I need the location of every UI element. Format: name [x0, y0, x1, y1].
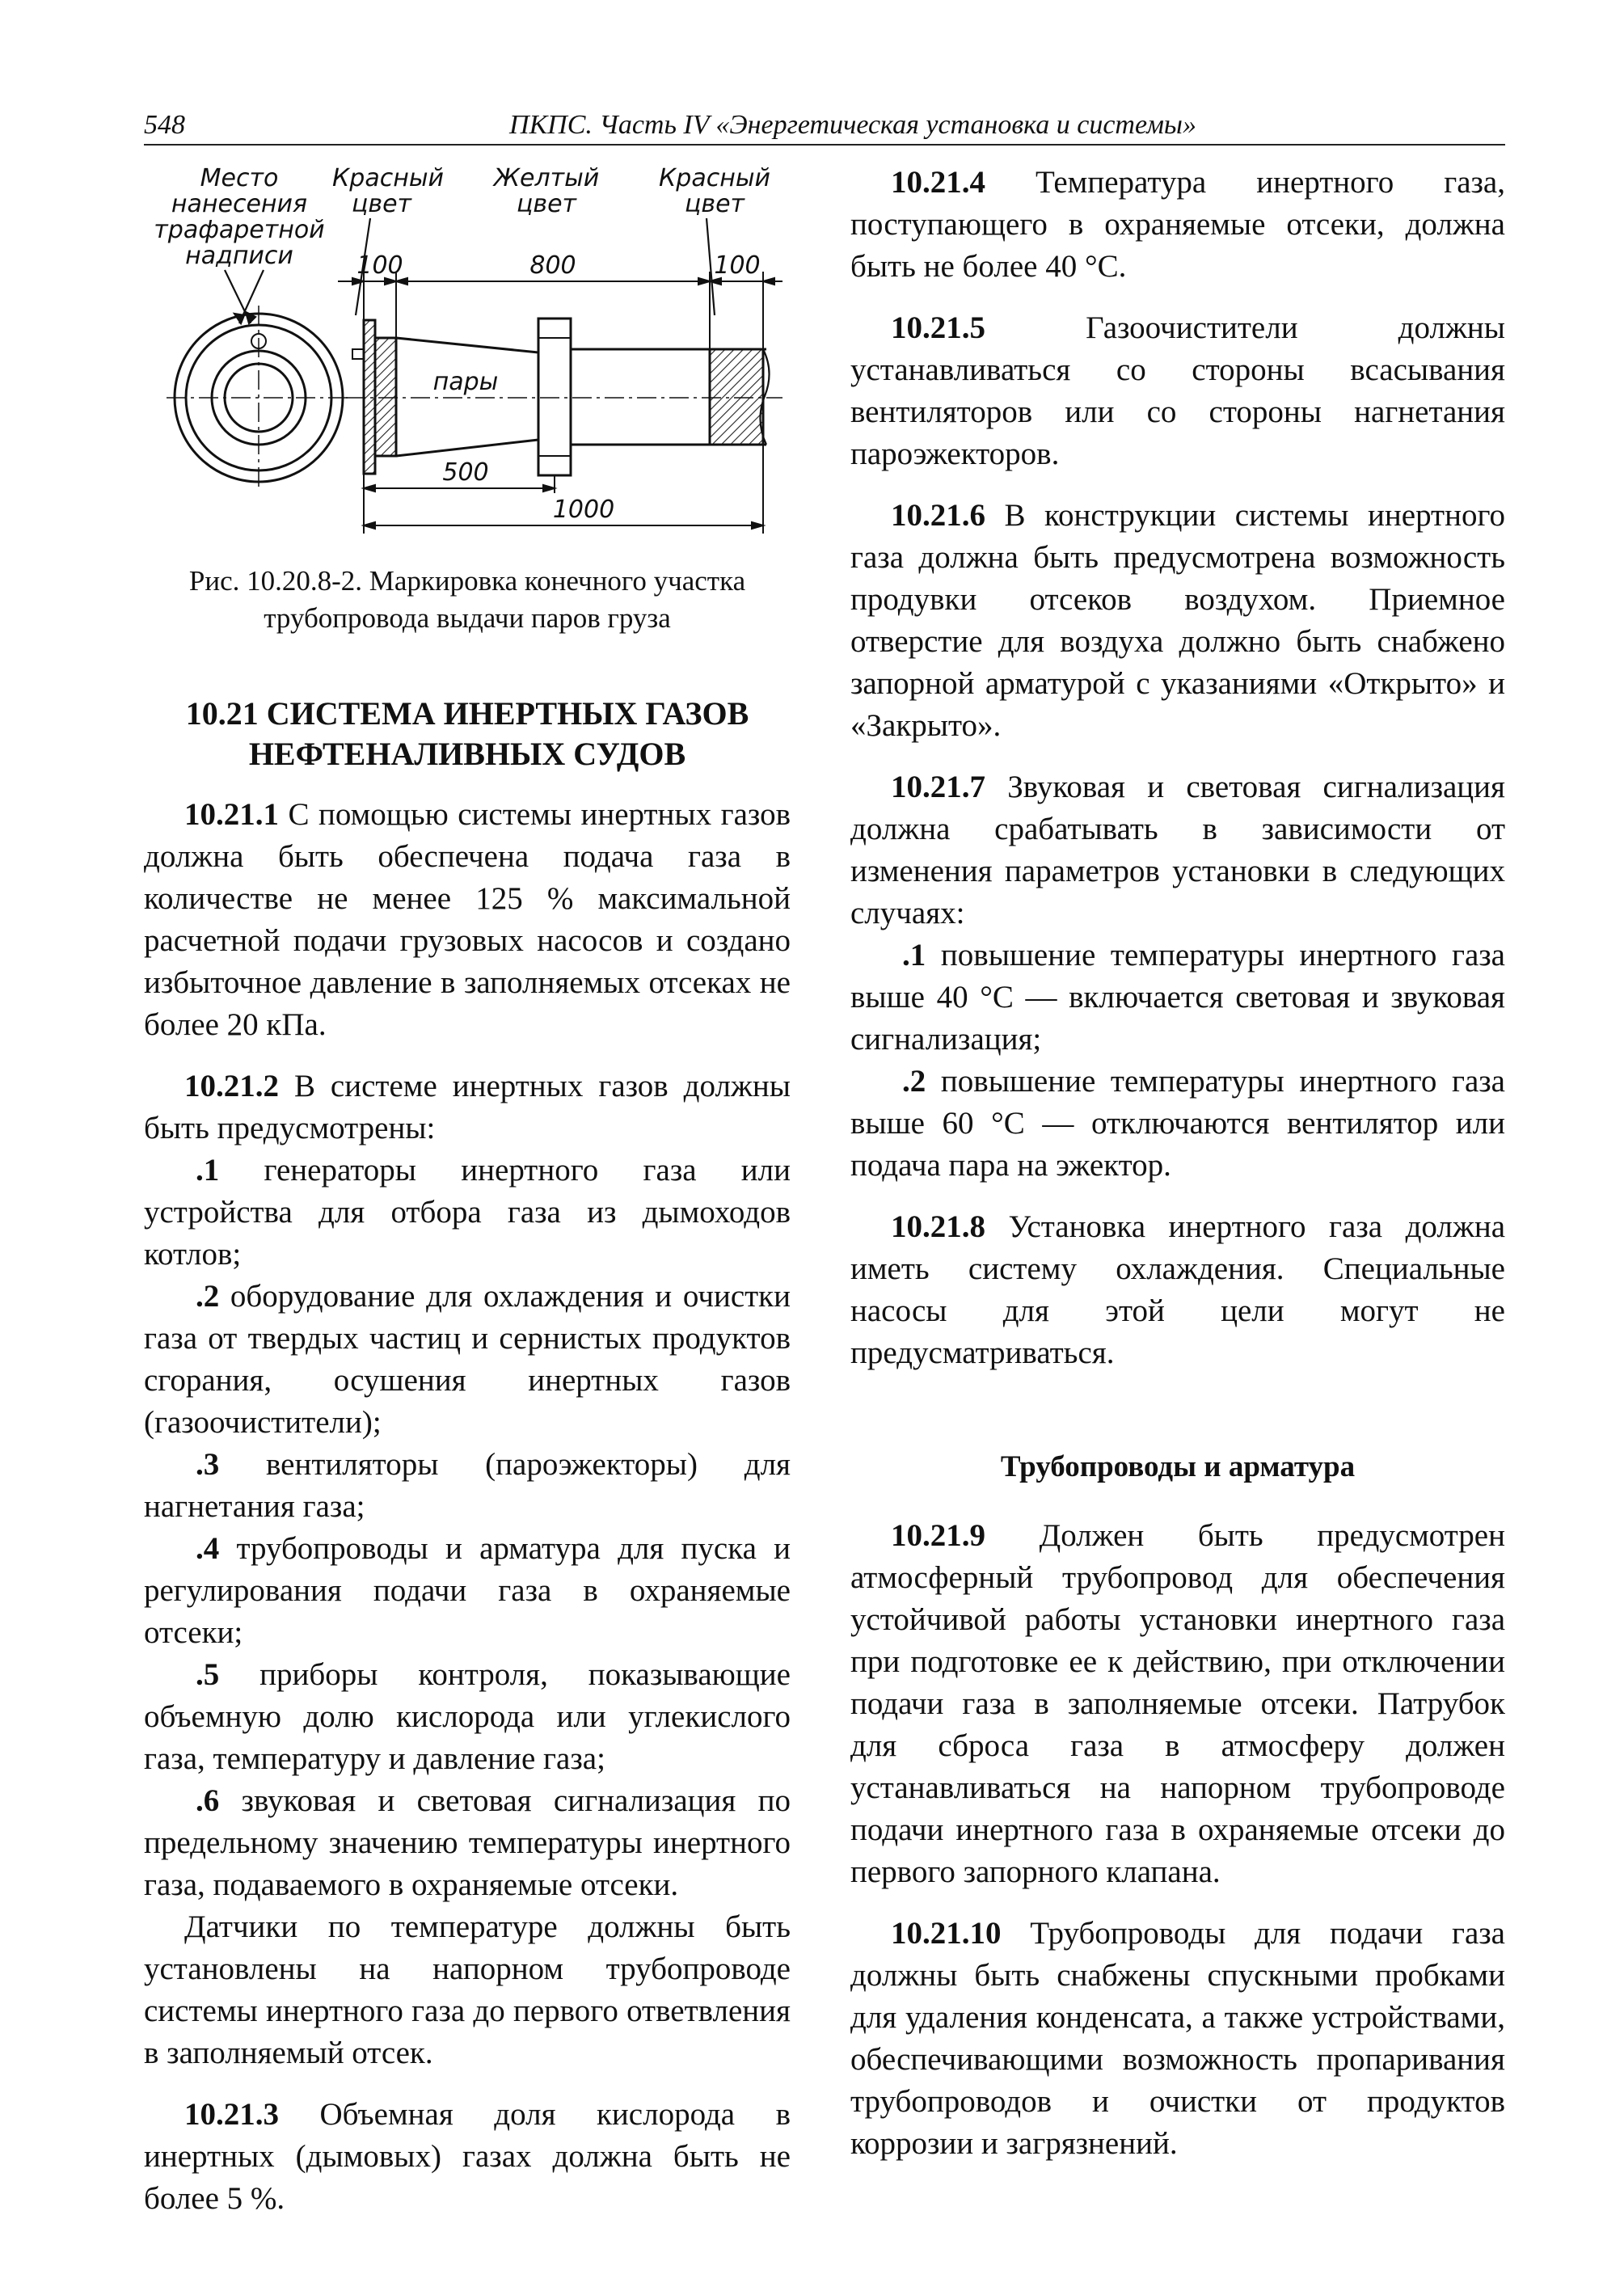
item-number: .4 — [196, 1531, 220, 1566]
list-item-2 — [144, 1276, 791, 1444]
item-text: оборудование для охлаждения и очистки газа от твердых частиц и сернистых продуктов сгорания, осушения инертных газов (газоочистители); — [144, 1279, 791, 1440]
page-header — [144, 107, 1505, 146]
caption-line-2: трубопровода выдачи паров груза — [264, 602, 671, 634]
label-place-1: Место — [200, 164, 279, 192]
para-text: Установка инертного газа должна иметь систему охлаждения. Специальные насосы для этой цели могут не предусматриваться. — [850, 1209, 1505, 1370]
dim-100-right: 100 — [714, 251, 761, 280]
item-number: .2 — [902, 1064, 926, 1099]
red-band-right — [710, 349, 763, 445]
para-text: Должен быть предусмотрен атмосферный трубопровод для обеспечения устойчивой работы установки инертного газа при подготовке ее к действию, при отключении подачи газа в заполняемые отсеки. Патрубок для сброса газа в атмосферу должен устанавливаться на напорном трубопроводе подачи инертного газа в охраняемые отсеки до первого запорного клапана. — [850, 1518, 1505, 1889]
dim-1000: 1000 — [552, 496, 615, 524]
label-red1-1: Красный — [331, 164, 445, 192]
para-text: Температура инертного газа, поступающего в охраняемые отсеки, должна быть не более 40 °С. — [850, 165, 1505, 284]
red-band-left — [375, 338, 396, 456]
label-place-2: нанесения — [171, 190, 308, 218]
caption-line-1: Рис. 10.20.8-2. Маркировка конечного участка — [188, 565, 746, 597]
pipe-text: пары — [432, 368, 499, 396]
para-10-21-2 — [144, 1065, 791, 1150]
para-number: 10.21.4 — [891, 165, 985, 200]
label-place-3: трафаретной — [154, 216, 325, 244]
para-text: Объемная доля кислорода в инертных (дымовых) газах должна быть не более 5 %. — [144, 2097, 791, 2216]
sensors-paragraph: Датчики по температуре должны быть установлены на напорном трубопроводе системы инертного газа до первого ответвления в заполняемый отсек. — [144, 1909, 791, 2070]
para-number: 10.21.9 — [891, 1518, 985, 1553]
para-10-21-4 — [850, 162, 1505, 288]
list-item-3 — [144, 1444, 791, 1528]
item-number: .2 — [196, 1279, 220, 1314]
signal-item-1 — [850, 935, 1505, 1061]
para-10-21-5 — [850, 307, 1505, 475]
item-number: .3 — [196, 1447, 220, 1482]
section-title-line-2: НЕФТЕНАЛИВНЫХ СУДОВ — [248, 736, 686, 772]
para-number: 10.21.2 — [184, 1069, 279, 1103]
para-text: С помощью системы инертных газов должна быть обеспечена подача газа в количестве не менее 125 % максимальной расчетной подачи грузовых насосов и создано избыточное давление в заполняемых отсеках не более 20 кПа. — [144, 797, 791, 1042]
section-title — [144, 694, 791, 774]
para-number: 10.21.8 — [891, 1209, 985, 1244]
item-text: повышение температуры инертного газа выше 60 °С — отключаются вентилятор или подача пара на эжектор. — [850, 1064, 1505, 1183]
para-text: Звуковая и световая сигнализация должна срабатывать в зависимости от изменения параметров установки в следующих случаях: — [850, 770, 1505, 930]
list-item-6 — [144, 1780, 791, 1906]
para-10-21-8 — [850, 1206, 1505, 1374]
para-10-21-10 — [850, 1913, 1505, 2165]
label-red2-1: Красный — [658, 164, 771, 192]
running-title: ПКПС. Часть IV «Энергетическая установка и системы» — [509, 110, 1196, 140]
label-red2-2: цвет — [684, 190, 745, 218]
para-text: В конструкции системы инертного газа должна быть предусмотрена возможность продувки отсеков воздухом. Приемное отверстие для воздуха должно быть снабжено запорной арматурой с указаниями «Открыто» и «Закрыто». — [850, 498, 1505, 743]
pipe-marking-figure — [144, 162, 791, 542]
signal-item-2 — [850, 1061, 1505, 1187]
end-view — [167, 306, 351, 490]
para-number: 10.21.3 — [184, 2097, 279, 2132]
para-text: В системе инертных газов должны быть предусмотрены: — [144, 1069, 791, 1146]
page-number: 548 — [144, 110, 185, 140]
dim-500: 500 — [442, 458, 489, 487]
item-text: приборы контроля, показывающие объемную долю кислорода или углекислого газа, температуру и давление газа; — [144, 1657, 791, 1776]
item-number: .1 — [196, 1153, 220, 1188]
item-number: .1 — [902, 938, 926, 973]
item-text: генераторы инертного газа или устройства для отбора газа из дымоходов котлов; — [144, 1153, 791, 1272]
label-yellow-2: цвет — [516, 190, 577, 218]
para-10-21-7 — [850, 766, 1505, 935]
section-title-line-1: 10.21 СИСТЕМА ИНЕРТНЫХ ГАЗОВ — [185, 695, 749, 732]
para-number: 10.21.7 — [891, 770, 985, 804]
right-column — [850, 162, 1505, 2165]
pipe-marking-drawing — [144, 162, 791, 542]
item-number: .5 — [196, 1657, 220, 1692]
para-number: 10.21.5 — [891, 310, 985, 345]
item-text: вентиляторы (пароэжекторы) для нагнетания газа; — [144, 1447, 791, 1524]
list-item-4 — [144, 1528, 791, 1654]
figure-caption — [144, 563, 791, 637]
para-10-21-1 — [144, 794, 791, 1046]
item-text: повышение температуры инертного газа выше 40 °С — включается световая и звуковая сигнализация; — [850, 938, 1505, 1057]
para-10-21-3 — [144, 2094, 791, 2220]
para-10-21-6 — [850, 495, 1505, 747]
dim-100-left: 100 — [356, 251, 403, 280]
label-yellow-1: Желтый — [493, 164, 600, 192]
item-number: .6 — [196, 1783, 220, 1818]
para-number: 10.21.1 — [184, 797, 279, 832]
item-text: звуковая и световая сигнализация по предельному значению температуры инертного газа, подаваемого в охраняемые отсеки. — [144, 1783, 791, 1902]
subsection-heading: Трубопроводы и арматура — [1000, 1450, 1356, 1483]
dim-800: 800 — [529, 251, 576, 280]
side-view — [346, 319, 782, 475]
list-item-1 — [144, 1150, 791, 1276]
para-10-21-9 — [850, 1515, 1505, 1893]
label-place-4: надписи — [185, 242, 293, 270]
list-item-5 — [144, 1654, 791, 1780]
para-number: 10.21.10 — [891, 1916, 1002, 1951]
end-flange — [364, 320, 375, 474]
label-red1-2: цвет — [351, 190, 412, 218]
left-column — [144, 162, 791, 2220]
para-number: 10.21.6 — [891, 498, 985, 533]
item-text: трубопроводы и арматура для пуска и регулирования подачи газа в охраняемые отсеки; — [144, 1531, 791, 1650]
para-text: Газоочистители должны устанавливаться со стороны всасывания вентиляторов или со стороны нагнетания пароэжекторов. — [850, 310, 1505, 471]
para-text: Трубопроводы для подачи газа должны быть снабжены спускными пробками для удаления конденсата, а также устройствами, обеспечивающими возможность пропаривания трубопроводов и очистки от продуктов коррозии и загрязнений. — [850, 1916, 1505, 2161]
